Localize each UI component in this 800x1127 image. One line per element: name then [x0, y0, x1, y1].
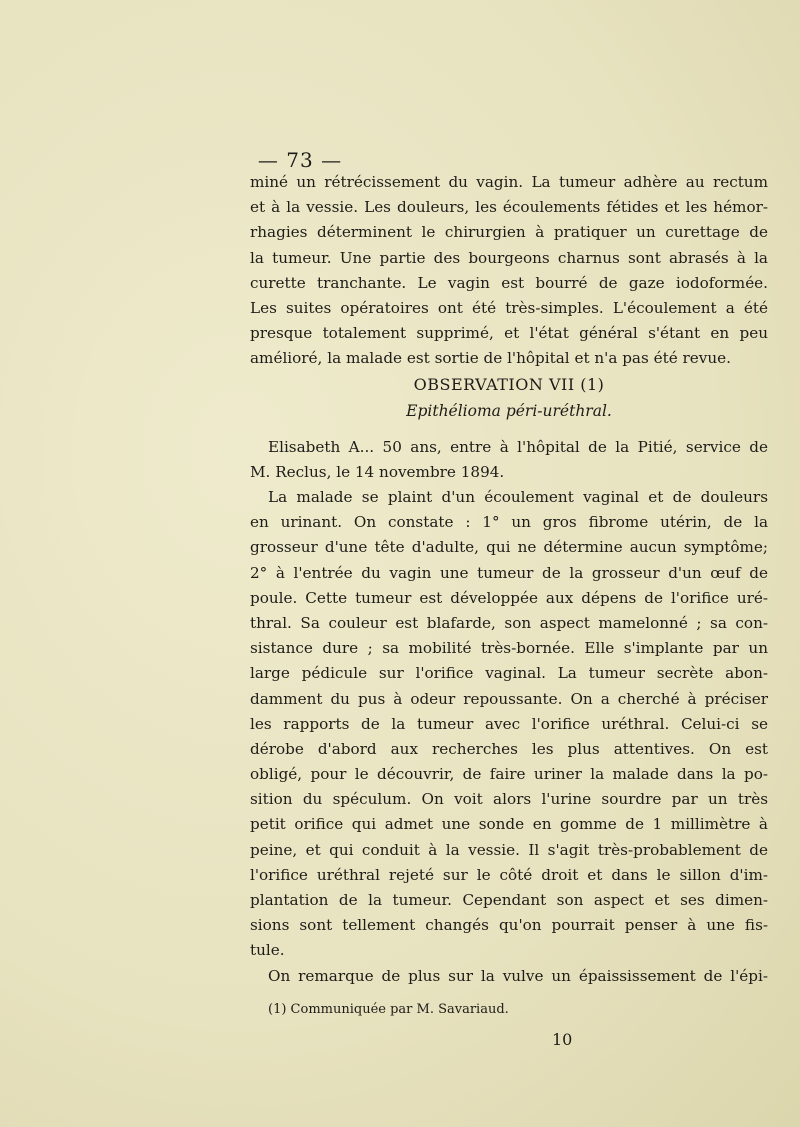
page-number: — 73 —	[257, 148, 343, 172]
signature-mark: 10	[552, 1030, 573, 1049]
text-line: M. Reclus, le 14 novembre 1894.	[250, 463, 505, 482]
text-line: La malade se plaint d'un écoulement vaginal et de douleurs	[268, 488, 768, 506]
text-line: presque totalement supprimé, et l'état général s'étant en peu	[250, 324, 768, 343]
text-line: thral. Sa couleur est blafarde, son aspect mamelonné ; sa con-	[250, 613, 768, 632]
paragraph-continuation	[250, 170, 768, 372]
text-line: petit orifice qui admet une sonde en gomme de 1 millimètre à	[250, 815, 768, 834]
text-line: plantation de la tumeur. Cependant son aspect et ses dimen-	[250, 891, 768, 909]
text-line: curette tranchante. Le vagin est bourré de gaze iodoformée.	[250, 273, 768, 292]
paragraph-vulva-remark	[250, 964, 768, 989]
text-line: sistance dure ; sa mobilité très-bornée. Elle s'implante par un	[250, 639, 768, 658]
text-line: On remarque de plus sur la vulve un épaississement de l'épi-	[268, 967, 768, 985]
text-line: grosseur d'une tête d'adulte, qui ne détermine aucun symptôme;	[250, 538, 768, 557]
text-line: Elisabeth A... 50 ans, entre à l'hôpital de la Pitié, service de	[268, 438, 768, 456]
paragraph-patient-intro	[250, 435, 768, 485]
text-line: dérobe d'abord aux recherches les plus attentives. On est	[250, 739, 768, 758]
paragraph-clinical-description	[250, 485, 768, 964]
text-line: rhagies déterminent le chirurgien à pratiquer un curettage de	[250, 223, 768, 242]
text-line: large pédicule sur l'orifice vaginal. La tumeur secrète abon-	[250, 664, 768, 683]
text-line: damment du pus à odeur repoussante. On a cherché à préciser	[250, 689, 768, 708]
footnote: (1) Communiquée par M. Savariaud.	[268, 1002, 509, 1017]
text-line: miné un rétrécissement du vagin. La tumeur adhère au rectum	[250, 173, 768, 191]
text-line: peine, et qui conduit à la vessie. Il s'agit très-probablement de	[250, 840, 768, 859]
text-line: la tumeur. Une partie des bourgeons charnus sont abrasés à la	[250, 248, 768, 267]
text-line: l'orifice uréthral rejeté sur le côté droit et dans le sillon d'im-	[250, 865, 768, 884]
text-line: les rapports de la tumeur avec l'orifice uréthral. Celui-ci se	[250, 714, 768, 733]
text-line: Les suites opératoires ont été très-simples. L'écoulement a été	[250, 298, 768, 317]
text-line: sions sont tellement changés qu'on pourrait penser à une fis-	[250, 916, 768, 935]
observation-subtitle: Epithélioma péri-uréthral.	[406, 402, 612, 420]
text-line: sition du spéculum. On voit alors l'urine sourdre par un très	[250, 790, 768, 809]
text-line: 2° à l'entrée du vagin une tumeur de la grosseur d'un œuf de	[250, 563, 768, 582]
text-line: tule.	[250, 941, 285, 960]
text-line: obligé, pour le découvrir, de faire uriner la malade dans la po-	[250, 765, 768, 784]
text-line: et à la vessie. Les douleurs, les écoulements fétides et les hémor-	[250, 198, 768, 217]
text-line: poule. Cette tumeur est développée aux dépens de l'orifice uré-	[250, 588, 768, 607]
text-line: amélioré, la malade est sortie de l'hôpital et n'a pas été revue.	[250, 349, 731, 368]
text-line: en urinant. On constate : 1° un gros fibrome utérin, de la	[250, 513, 768, 532]
observation-title: OBSERVATION VII (1)	[413, 375, 605, 394]
